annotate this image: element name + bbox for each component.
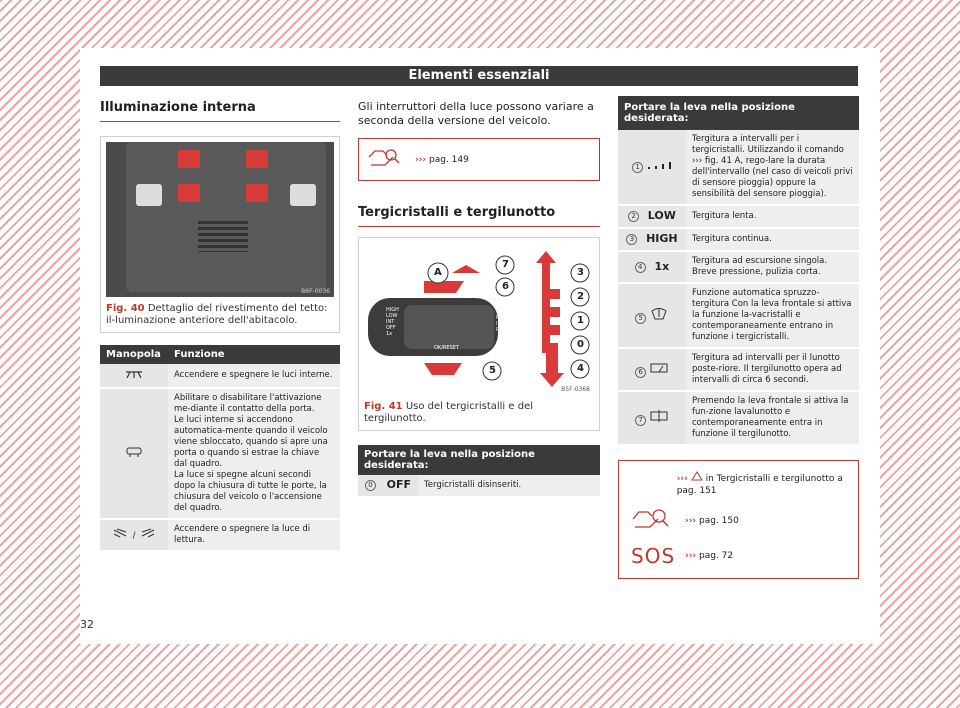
door-contact-icon [124, 451, 144, 461]
ref-link[interactable]: pag. 72 [699, 551, 734, 561]
wiper-positions-table-part1 [358, 445, 600, 498]
left-column [100, 100, 340, 552]
microphone-grille [198, 218, 248, 252]
low-icon: LOW [647, 209, 676, 222]
roof-console-image [106, 142, 334, 297]
position-number: 0 [365, 480, 376, 491]
figure-41 [358, 237, 600, 431]
row-text: Tergitura ad escursione singola. Breve pressione, pulizia corta. [686, 251, 859, 283]
reading-light-right-button[interactable] [246, 184, 268, 202]
intro-text: Gli interruttori della luce possono variare a seconda della versione del veicolo. [358, 100, 594, 127]
table-row: 2 LOW Tergitura lenta. [618, 205, 859, 228]
table-header: Portare la leva nella posizione desiderata: [618, 96, 859, 130]
figure-number: Fig. 41 [364, 401, 403, 412]
manual-icon [367, 147, 403, 172]
table-header-function: Funzione [168, 345, 340, 364]
row-text: Tergitura ad intervalli per il lunotto poste-riore. Il tergilunotto opera ad intervalli di circa 6 secondi. [686, 348, 859, 391]
right-column [618, 96, 859, 579]
warning-icon [691, 471, 703, 481]
marker-4: 4 [577, 363, 584, 374]
trip-label: T R I P [496, 309, 500, 333]
windshield-washer-icon [649, 314, 669, 324]
interval-icon [646, 163, 672, 173]
table-header: Portare la leva nella posizione desiderata: [358, 445, 600, 475]
manual-page [80, 48, 880, 644]
icon-separator: / [132, 531, 136, 541]
middle-column [358, 100, 600, 498]
row-text: Accendere o spegnere la luce di lettura. [168, 519, 340, 551]
row-text: Abilitare o disabilitare l'attivazione me-diante il contatto della porta. Le luci interne si accendono automatica-mente quando il veicolo viene sbloccato, quando si apre una porta o quando si estrae la chiave dal quadro. La luce si spegne alcuni secondi dopo la chiusura di tutte le porte, la chiusura del veicolo o l'accensione del quadro. [168, 388, 340, 519]
ref-link[interactable]: pag. 149 [429, 154, 469, 165]
marker-3: 3 [577, 267, 584, 278]
table-row: 5 Funzione automatica spruzzo-tergitura Con la leva frontale si attiva la funzione la-vacristalli e contemporaneamente entrano in funzione i tergicristalli. [618, 283, 859, 348]
interior-light-icon [124, 372, 144, 382]
reading-light-icon [138, 531, 156, 541]
ref-link[interactable]: in Tergicristalli e tergilunotto a pag. 151 [676, 474, 843, 496]
figure-code: B5F-0368 [561, 386, 590, 393]
interior-lighting-table [100, 345, 340, 552]
rear-washer-icon [649, 416, 669, 426]
figure-caption-text: Uso del tergicristalli e del tergilunotto. [364, 401, 533, 424]
row-text: Tergicristalli disinseriti. [418, 475, 600, 497]
row-text: Tergitura lenta. [686, 205, 859, 228]
page-number: 32 [80, 618, 94, 631]
lamp-lens-right [290, 184, 316, 206]
ref-row: ››› pag. 150 [631, 507, 846, 534]
table-row: 3 HIGH Tergitura continua. [618, 228, 859, 251]
ref-row: SOS ››› pag. 72 [631, 544, 734, 568]
page-header: Elementi essenziali [100, 66, 858, 86]
table-header-knob: Manopola [100, 345, 168, 364]
marker-2: 2 [577, 291, 584, 302]
table-row: 4 1x Tergitura ad escursione singola. Breve pressione, pulizia corta. [618, 251, 859, 283]
table-row [100, 519, 340, 551]
high-icon: HIGH [646, 232, 678, 245]
reference-box [358, 138, 600, 181]
table-row [358, 475, 600, 497]
marker-0: 0 [577, 339, 584, 350]
lever-labels: HIGH LOW INT OFF 1x [386, 307, 399, 337]
marker-1: 1 [577, 315, 584, 326]
table-row [100, 364, 340, 388]
marker-5: 5 [489, 365, 496, 376]
row-text: Tergitura continua. [686, 228, 859, 251]
figure-caption [106, 303, 334, 327]
row-text: Tergitura a intervalli per i tergicristalli. Utilizzando il comando ››› fig. 41 A, rego-lare la durata dell'intervallo (nel caso di veicoli privi di sensore pioggia) oppure la sensibilità del sensore pioggia). [686, 130, 859, 205]
table-row: 7 Premendo la leva frontale si attiva la fun-zione lavalunotto e contemporaneamente entra in funzione il tergilunotto. [618, 391, 859, 445]
reference-box [618, 460, 859, 579]
single-wipe-icon: 1x [654, 259, 670, 273]
section-title-wipers: Tergicristalli e tergilunotto [358, 205, 600, 227]
row-text: Accendere e spegnere le luci interne. [168, 364, 340, 388]
row-text: Premendo la leva frontale si attiva la fun-zione lavalunotto e contemporaneamente entra in funzione il tergilunotto. [686, 391, 859, 445]
section-title-interior-lighting: Illuminazione interna [100, 100, 340, 122]
off-icon: OFF [386, 478, 412, 491]
figure-caption-text: Dettaglio del rivestimento del tetto: il-luminazione anteriore dell'abitacolo. [106, 303, 328, 326]
figure-number: Fig. 40 [106, 303, 145, 314]
marker-7: 7 [502, 259, 509, 270]
row-text: Funzione automatica spruzzo-tergitura Con la leva frontale si attiva la funzione la-vacristalli e contemporaneamente entrano in funzione i tergicristalli. [686, 283, 859, 348]
sos-icon: SOS [631, 544, 676, 568]
marker-A: A [434, 267, 442, 278]
ok-reset-label: OK/RESET [434, 345, 459, 351]
figure-code: B6F-0036 [301, 288, 330, 295]
lamp-lens-left [136, 184, 162, 206]
ref-row: ››› in Tergicristalli e tergilunotto a pag. 151 [631, 471, 846, 497]
figure-40 [100, 136, 340, 333]
table-row: 6 Tergitura ad intervalli per il lunotto poste-riore. Il tergilunotto opera ad intervalli di circa 6 secondi. [618, 348, 859, 391]
ref-arrow: ››› [415, 154, 427, 165]
table-row [100, 388, 340, 519]
figure-caption [364, 401, 594, 425]
ref-link[interactable]: pag. 150 [699, 515, 739, 526]
wiper-positions-table-part2 [618, 96, 859, 446]
interior-light-button[interactable] [178, 150, 200, 168]
marker-6: 6 [502, 281, 509, 292]
reading-light-left-button[interactable] [178, 184, 200, 202]
manual-icon [631, 507, 675, 534]
wiper-lever-diagram [364, 243, 594, 395]
door-contact-button[interactable] [246, 150, 268, 168]
reading-light-icon [112, 531, 130, 541]
rear-wiper-icon [649, 368, 669, 378]
table-row: 1 Tergitura a intervalli per i tergicristalli. Utilizzando il comando ››› fig. 41 A, rego-lare la durata dell'intervallo (nel caso di veicoli privi di sensore pioggia) oppure la sensibilità del sensore pioggia). [618, 130, 859, 205]
